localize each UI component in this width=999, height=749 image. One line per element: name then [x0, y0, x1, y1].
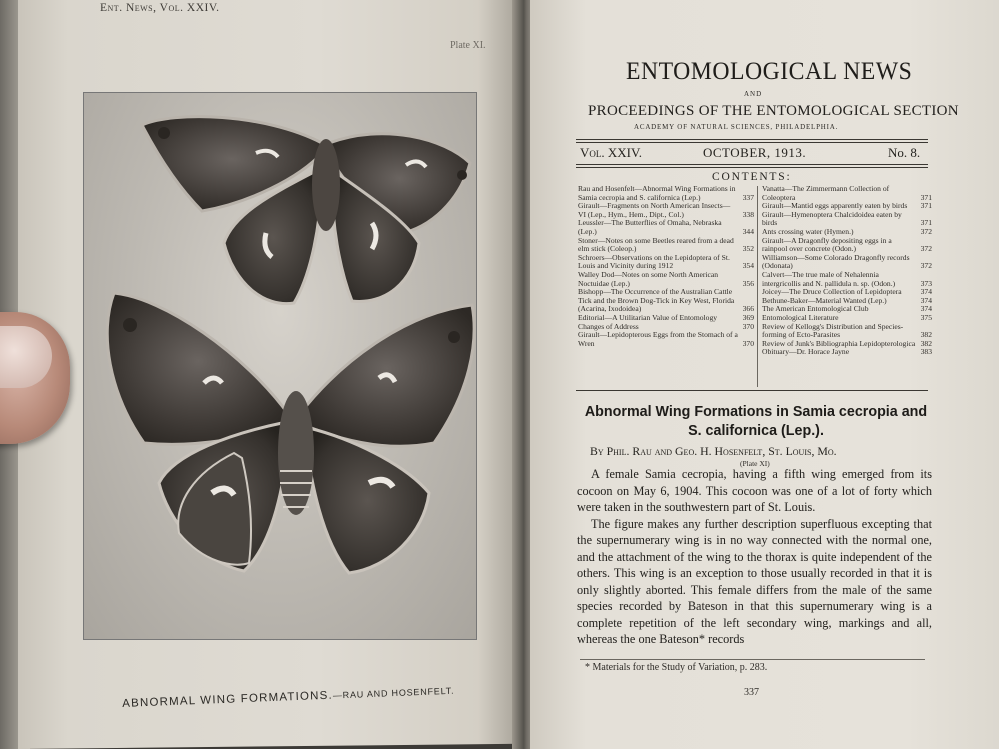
toc-entry-text: Williamson—Some Colorado Dragonfly records (Odonata) — [762, 252, 910, 271]
toc-entry-page: 370 — [742, 321, 754, 331]
toc-entry-page: 370 — [742, 338, 754, 348]
toc-entry[interactable] — [762, 271, 932, 288]
toc-entry[interactable] — [762, 348, 932, 357]
toc-entry[interactable] — [762, 185, 932, 202]
toc-entry-page: 372 — [920, 226, 932, 236]
toc-entry-page: 354 — [742, 261, 754, 271]
plate-caption-main: ABNORMAL WING FORMATIONS. — [122, 689, 334, 710]
journal-title: ENTOMOLOGICAL NEWS — [626, 58, 913, 85]
toc-entry-text: Rau and Hosenfelt—Abnormal Wing Formations in Samia cecropia and S. californica (Lep.) — [578, 184, 736, 202]
issue-date: OCTOBER, 1913. — [703, 145, 807, 160]
toc-entry-page: 372 — [920, 244, 932, 254]
toc-entry-page: 344 — [742, 226, 754, 236]
toc-entry-page: 382 — [920, 330, 932, 340]
issue-volume: Vol. XXIV. — [580, 145, 642, 160]
journal-subtitle: PROCEEDINGS OF THE ENTOMOLOGICAL SECTION — [588, 103, 959, 119]
toc-entry-page: 371 — [920, 192, 932, 202]
moth-bottom — [107, 293, 474, 573]
toc-entry-text: Girault—A Dragonfly depositing eggs in a rainpool over concrete (Odon.) — [762, 235, 892, 254]
contents-heading: CONTENTS: — [712, 171, 792, 183]
toc-entry-page: 374 — [920, 295, 932, 305]
moth-illustration — [84, 93, 476, 639]
contents-list-right — [762, 185, 932, 357]
toc-entry-text: Schroers—Observations on the Lepidoptera of St. Louis and Vicinity during 1912 — [578, 252, 730, 271]
toc-entry-page: 356 — [742, 278, 754, 288]
article-paragraph: The figure makes any further description superfluous excepting that the supernumerary wing is in no way connected with the normal one, and the attachment of the wing to the thorax is quite independent of the others. This wing is an exception to those usually recorded in that it is only slightly aborted. This female differs from the male of the same species recorded by Bateson in that this supernumerary wing is a complete repetition of the left secondary wing, markings and all, whereas the one Bateson* records — [577, 516, 932, 646]
toc-entry-text: Changes of Address — [578, 321, 639, 331]
plate-caption-authors: —RAU AND HOSENFELT. — [332, 685, 455, 701]
issue-number: No. 8. — [888, 145, 921, 160]
toc-entry-text: Calvert—The true male of Nehalennia intergricollis and N. pallidula n. sp. (Odon.) — [762, 269, 896, 288]
toc-entry-text: Vanatta—The Zimmermann Collection of Coleoptera — [762, 184, 890, 202]
footnote: * Materials for the Study of Variation, p. 283. — [585, 662, 768, 673]
toc-entry[interactable] — [578, 288, 754, 314]
toc-entry[interactable] — [578, 202, 754, 219]
toc-entry-text: Obituary—Dr. Horace Jayne — [762, 347, 850, 357]
toc-entry-page: 366 — [742, 304, 754, 314]
toc-entry-page: 383 — [920, 347, 932, 357]
toc-entry-text: The American Entomological Club — [762, 304, 869, 314]
moth-plate-photo — [83, 92, 477, 640]
toc-entry-page: 352 — [742, 244, 754, 254]
toc-entry-text: Girault—Fragments on North American Insects—VI (Lep., Hym., Hem., Dipt., Col.) — [578, 201, 731, 219]
article-byline: By Phil. Rau and Geo. H. Hosenfelt, St. Louis, Mo. — [590, 444, 837, 458]
toc-entry[interactable] — [762, 237, 932, 254]
contents-rule-bottom — [576, 390, 928, 391]
journal-and: AND — [744, 90, 763, 98]
toc-entry-text: Bishopp—The Occurrence of the Australian Cattle Tick and the Brown Dog-Tick in Key West, Florida (Acarina, Ixodoidea) — [578, 287, 735, 314]
toc-entry-page: 337 — [742, 192, 754, 202]
toc-entry-page: 374 — [920, 304, 932, 314]
academy-name: ACADEMY OF NATURAL SCIENCES, PHILADELPHIA. — [634, 123, 839, 131]
toc-entry[interactable] — [762, 254, 932, 271]
toc-entry[interactable] — [578, 331, 754, 348]
contents-list-left — [578, 185, 754, 348]
toc-entry-page: 375 — [920, 312, 932, 322]
toc-entry[interactable] — [578, 254, 754, 271]
toc-entry-page: 371 — [920, 218, 932, 228]
toc-entry-text: Girault—Hymenoptera Chalcidoidea eaten by birds — [762, 209, 902, 228]
toc-entry-page: 369 — [742, 312, 754, 322]
toc-entry[interactable] — [762, 211, 932, 228]
header-rule-bottom — [576, 164, 928, 165]
toc-entry-text: Leussler—The Butterflies of Omaha, Nebraska (Lep.) — [578, 218, 722, 236]
toc-entry-page: 371 — [920, 201, 932, 211]
toc-entry-text: Editorial—A Utilitarian Value of Entomology — [578, 312, 718, 322]
toc-entry-page: 338 — [742, 209, 754, 219]
toc-entry-page: 372 — [920, 261, 932, 271]
toc-entry[interactable] — [578, 185, 754, 202]
header-rule-bottom-2 — [576, 167, 928, 168]
moth-top — [142, 117, 470, 304]
toc-entry-page: 382 — [920, 338, 932, 348]
toc-entry[interactable] — [578, 237, 754, 254]
footnote-rule — [580, 659, 925, 660]
contents-divider — [757, 186, 758, 387]
toc-entry-text: Stoner—Notes on some Beetles reared from a dead elm stick (Coleop.) — [578, 235, 734, 254]
plate-label: Plate XI. — [450, 40, 486, 51]
page-number: 337 — [744, 687, 759, 698]
toc-entry[interactable] — [578, 271, 754, 288]
toc-entry-text: Ants crossing water (Hymen.) — [762, 226, 854, 236]
toc-entry-page: 373 — [920, 278, 932, 288]
header-rule-top-2 — [576, 142, 928, 143]
header-rule-top — [576, 139, 928, 140]
toc-entry-text: Walley Dod—Notes on some North American Noctuidae (Lep.) — [578, 269, 719, 288]
toc-entry-text: Bethune-Baker—Material Wanted (Lep.) — [762, 295, 887, 305]
plate-reference: (Plate XI) — [740, 459, 770, 468]
article-title: Abnormal Wing Formations in Samia cecropia and S. californica (Lep.). — [584, 404, 928, 439]
toc-entry-text: Girault—Mantid eggs apparently eaten by birds — [762, 201, 908, 211]
toc-entry-text: Review of Junk's Bibliographia Lepidopterologica — [762, 338, 916, 348]
article-body — [577, 466, 932, 648]
toc-entry-text: Joicey—The Druce Collection of Lepidoptera — [762, 287, 902, 297]
toc-entry-text: Review of Kellogg's Distribution and Species-forming of Ecto-Parasites — [762, 321, 904, 340]
toc-entry-text: Entomological Literature — [762, 312, 839, 322]
toc-entry[interactable] — [578, 219, 754, 236]
running-head: Ent. News, Vol. XXIV. — [100, 2, 220, 14]
toc-entry[interactable] — [762, 323, 932, 340]
toc-entry-page: 374 — [920, 287, 932, 297]
toc-entry-text: Girault—Lepidopterous Eggs from the Stomach of a Wren — [578, 330, 738, 348]
article-paragraph: A female Samia cecropia, having a fifth wing emerged from its cocoon on May 6, 1904. This cocoon was one of a lot of forty which were taken in the southwestern part of St. Louis. — [577, 467, 932, 514]
